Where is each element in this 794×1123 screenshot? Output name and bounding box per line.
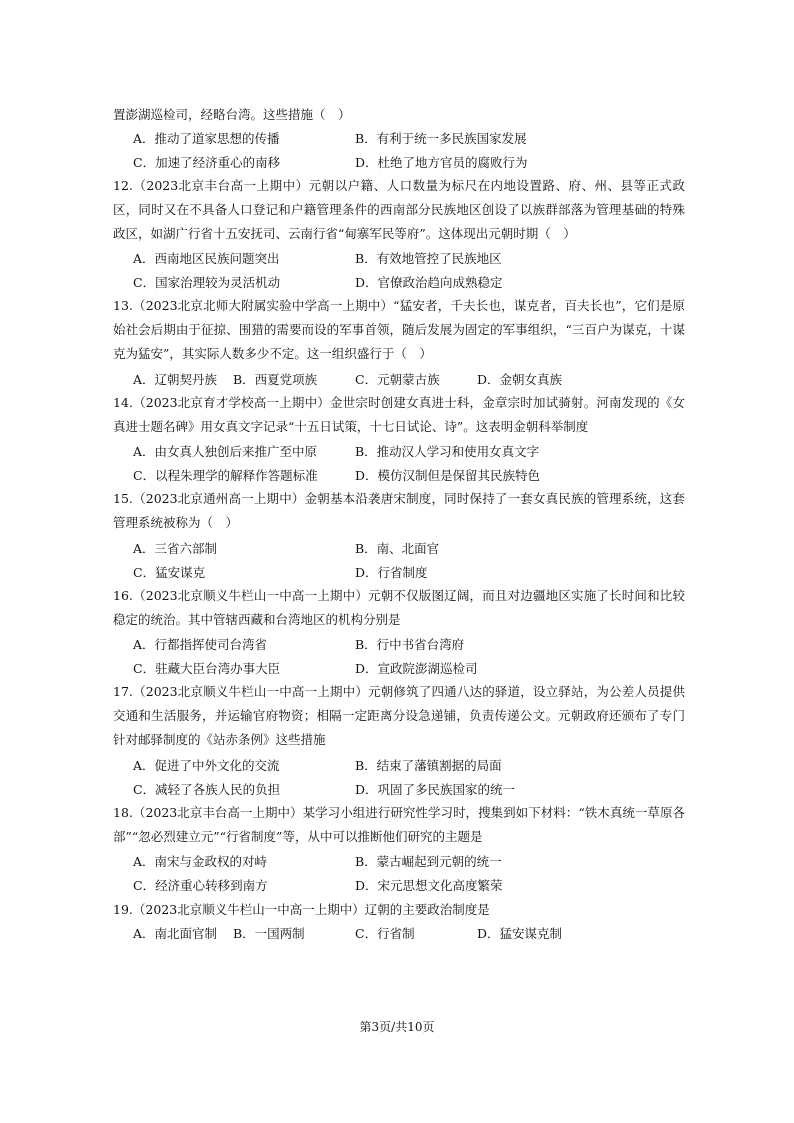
option-c: C．以程朱理学的解释作答题标准	[133, 468, 318, 483]
option-b: B．结束了藩镇割据的局面	[355, 758, 502, 773]
option-c: C．行省制	[355, 926, 415, 941]
option-d: D．金朝女真族	[477, 372, 563, 387]
option-d: D．宋元思想文化高度繁荣	[355, 878, 503, 893]
question-13: 13.（2023北京北师大附属实验中学高一上期中）“猛安者，千夫长也，谋克者，百夫长也”，它们是原始社会后期由于征掠、围猎的需要而设的军事首领，随后发展为固定的军事组织，“三百户为谋克，十谋克为猛安”，其实际人数多少不定。这一组织盛行于（ ）	[113, 298, 685, 361]
option-c: C．元朝蒙古族	[355, 372, 440, 387]
question-19: 19.（2023北京顺义牛栏山一中高一上期中）辽朝的主要政治制度是	[113, 902, 490, 917]
option-c: C．驻藏大臣台湾办事大臣	[133, 661, 281, 676]
option-b: B．一国两制	[233, 926, 305, 941]
question-12: 12.（2023北京丰台高一上期中）元朝以户籍、人口数量为标尺在内地设置路、府、州、县等正式政区，同时又在不具备人口登记和户籍管理条件的西南部分民族地区创设了以族群部落为管理基础的特殊政区，如湖广行省十五安抚司、云南行省“甸寨军民等府”。这体现出元朝时期（ ）	[113, 178, 685, 241]
question-continuation: 置澎湖巡检司，经略台湾。这些措施（ ）	[113, 107, 351, 122]
option-a: A．三省六部制	[133, 541, 218, 556]
option-a: A．促进了中外文化的交流	[133, 758, 280, 773]
option-d: D．行省制度	[355, 565, 428, 580]
question-16: 16.（2023北京顺义牛栏山一中高一上期中）元朝不仅版图辽阔，而且对边疆地区实施了长时间和比较稳定的统治。其中管辖西藏和台湾地区的机构分别是	[113, 588, 685, 627]
option-a: A．推动了道家思想的传播	[133, 131, 280, 146]
option-b: B．有利于统一多民族国家发展	[355, 131, 527, 146]
question-18: 18.（2023北京丰台高一上期中）某学习小组进行研究性学习时，搜集到如下材料：“铁木真统一草原各部”“忽必烈建立元”“行省制度”等，从中可以推断他们研究的主题是	[113, 805, 685, 844]
option-a: A．行都指挥使司台湾省	[133, 637, 268, 652]
option-c: C．国家治理较为灵活机动	[133, 275, 281, 290]
question-15: 15.（2023北京通州高一上期中）金朝基本沿袭唐宋制度，同时保持了一套女真民族的管理系统，这套管理系统被称为（ ）	[113, 491, 685, 530]
option-c: C．猛安谋克	[133, 565, 206, 580]
option-d: D．杜绝了地方官员的腐败行为	[355, 155, 528, 170]
page-number: 第3页/共10页	[359, 1020, 435, 1034]
option-b: B．有效地管控了民族地区	[355, 251, 502, 266]
option-b: B．南、北面官	[355, 541, 440, 556]
option-b: B．蒙古崛起到元朝的统一	[355, 854, 502, 869]
option-c: C．减轻了各族人民的负担	[133, 782, 281, 797]
option-d: D．官僚政治趋向成熟稳定	[355, 275, 503, 290]
option-d: D．猛安谋克制	[477, 926, 563, 941]
option-b: B．西夏党项族	[233, 372, 318, 387]
option-a: A．由女真人独创后来推广至中原	[133, 444, 318, 459]
option-a: A．西南地区民族问题突出	[133, 251, 280, 266]
option-d: D．宣政院澎湖巡检司	[355, 661, 478, 676]
option-c: C．经济重心转移到南方	[133, 878, 268, 893]
option-d: D．模仿汉制但是保留其民族特色	[355, 468, 541, 483]
option-c: C．加速了经济重心的南移	[133, 155, 281, 170]
question-17: 17.（2023北京顺义牛栏山一中高一上期中）元朝修筑了四通八达的驿道，设立驿站，为公差人员提供交通和生活服务，并运输官府物资；相隔一定距离分设急递铺，负责传递公文。元朝政府还颁布了专门针对邮驿制度的《站赤条例》这些措施	[113, 684, 685, 747]
option-b: B．推动汉人学习和使用女真文字	[355, 444, 540, 459]
option-b: B．行中书省台湾府	[355, 637, 465, 652]
question-14: 14.（2023北京育才学校高一上期中）金世宗时创建女真进士科，金章宗时加试骑射。河南发现的《女真进士题名碑》用女真文字记录“十五日试策，十七日试论、诗”。这表明金朝科举制度	[113, 395, 685, 434]
option-a: A．辽朝契丹族	[133, 372, 218, 387]
option-d: D．巩固了多民族国家的统一	[355, 782, 516, 797]
option-a: A．南宋与金政权的对峙	[133, 854, 268, 869]
option-a: A．南北面官制	[133, 926, 218, 941]
